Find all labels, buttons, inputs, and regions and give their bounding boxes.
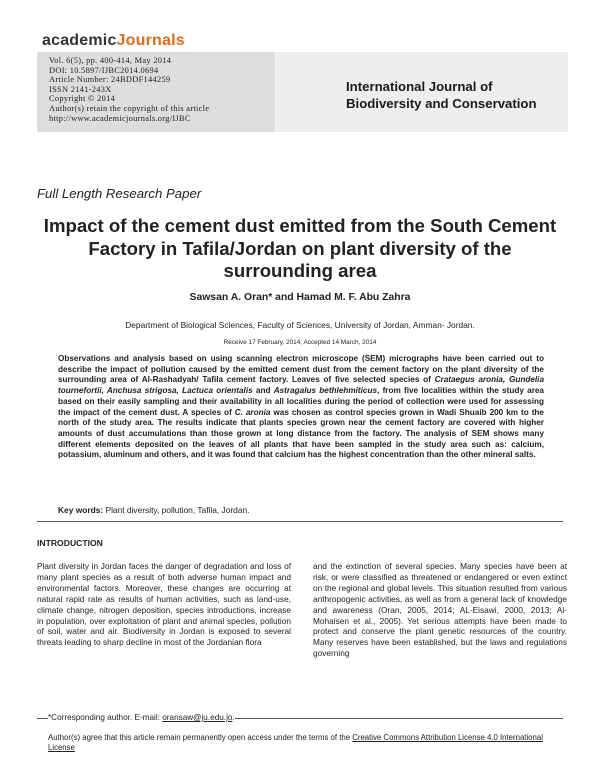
received-dates: Receive 17 February, 2014; Accepted 14 March, 2014 (223, 339, 377, 346)
meta-author-rights: Author(s) retain the copyright of this article (49, 103, 210, 113)
body-text-left-column: Plant diversity in Jordan faces the danger of degradation and loss of many plant species as a result of both adverse human impact and environmental factors. Moreover, these changes are occurring at natural rapid rate as results of human activities, such as land-use, climate change, nitrogen deposition, species introductions, increase in population, over exploitation of plant and animal species, pollution of soil, water and air. Biodiversity in Jordan is exposed to several threats leading to sharp decline in most of the Jordanian flora (37, 561, 291, 648)
meta-volume: Vol. 6(5), pp. 400-414, May 2014 (49, 56, 172, 65)
abstract (58, 354, 544, 461)
keywords-list: Plant diversity, pollution, Tafila, Jordan. (105, 505, 250, 515)
abstract-text: was chosen as control species grown in Wadi Shuaib 200 km to the north of the study area. The results indicate that plants species grown near the cement factory are covered with higher amounts of dust accumulations than those grown at long distance from the factory. The analysis of SEM shows many different elements deposited on the leaves of all plants that have been sampled in the study area such as: calcium, potassium, aluminum and others, and it was found that calcium has the highest concentration than the other mineral salts. (58, 407, 544, 460)
corresponding-author (48, 713, 235, 722)
publisher-logo (42, 32, 185, 50)
corresponding-end: . (232, 713, 235, 722)
section-heading-introduction: INTRODUCTION (37, 538, 103, 548)
meta-copyright: Copyright © 2014 (49, 94, 116, 104)
keywords (58, 505, 249, 515)
article-meta (49, 56, 209, 123)
abstract-text: and (252, 386, 274, 396)
meta-article-number: Article Number: 24BDDF144259 (49, 75, 171, 85)
meta-issn: ISSN 2141-243X (49, 84, 112, 94)
article-authors: Sawsan A. Oran* and Hamad M. F. Abu Zahra (189, 292, 411, 303)
abstract-species: C. aronia (234, 407, 271, 417)
abstract-text: Observations and analysis based on using scanning electron microscope (SEM) micrographs have been carried out to describe the impact of pollution caused by the emitted cement dust from the cement factory on the plant diversity of the surrounding area of Al-Rashadyah/ Tafila cement factory. Leaves of five selected species of (58, 354, 544, 385)
license-link[interactable]: Creative Commons Attribution License 4.0 International License (48, 733, 543, 752)
author-affiliation: Department of Biological Sciences, Faculty of Sciences, University of Jordan, Amman- Jordan. (125, 320, 475, 330)
logo-text-academic: academic (42, 32, 117, 49)
divider (37, 521, 563, 522)
meta-doi: DOI: 10.5897/IJBC2014.0694 (49, 65, 159, 75)
abstract-species-list: Crataegus aronia, Gundelia tournefortii, Anchusa strigosa, Lactuca orientalis (58, 375, 544, 396)
keywords-label: Key words: (58, 505, 104, 515)
corresponding-email-link[interactable]: oransaw@ju.edu.jo (162, 713, 233, 722)
license-note (48, 733, 563, 753)
journal-title: International Journal of Biodiversity and Conservation (346, 79, 537, 111)
logo-text-journals: Journals (116, 32, 185, 49)
article-title: Impact of the cement dust emitted from the South Cement Factory in Tafila/Jordan on plant diversity of the surrounding area (43, 215, 557, 281)
license-text: Author(s) agree that this article remain permanently open access under the terms of the (48, 733, 353, 742)
abstract-text: , from five localities within the study area based on their easily sampling and their availability in all localities during the period of collection were used for assessing the impact of the cement dust. A species of (58, 386, 544, 417)
paper-type: Full Length Research Paper (37, 186, 202, 201)
meta-journal-url[interactable]: http://www.academicjournals.org/IJBC (49, 113, 191, 123)
corresponding-label: *Corresponding author. E-mail: (48, 713, 163, 722)
abstract-species: Astragalus bethlehmiticus (273, 386, 378, 396)
body-text-right-column: and the extinction of several species. Many species have been at risk, or were classified as threatened or endangered or even extinct on the regional and global levels. This situation resulted from various anthropogenic activities, as well as from a general lack of knowledge and awareness (Oran, 2005, 2014; AL-Eisawi, 2000, 2013; Al-Mohaisen et al., 2005). Yet serious attempts have been made to protect and conserve the plant genetic resources of the country. Many reserves have been established, but the laws and regulations governing (313, 561, 567, 659)
